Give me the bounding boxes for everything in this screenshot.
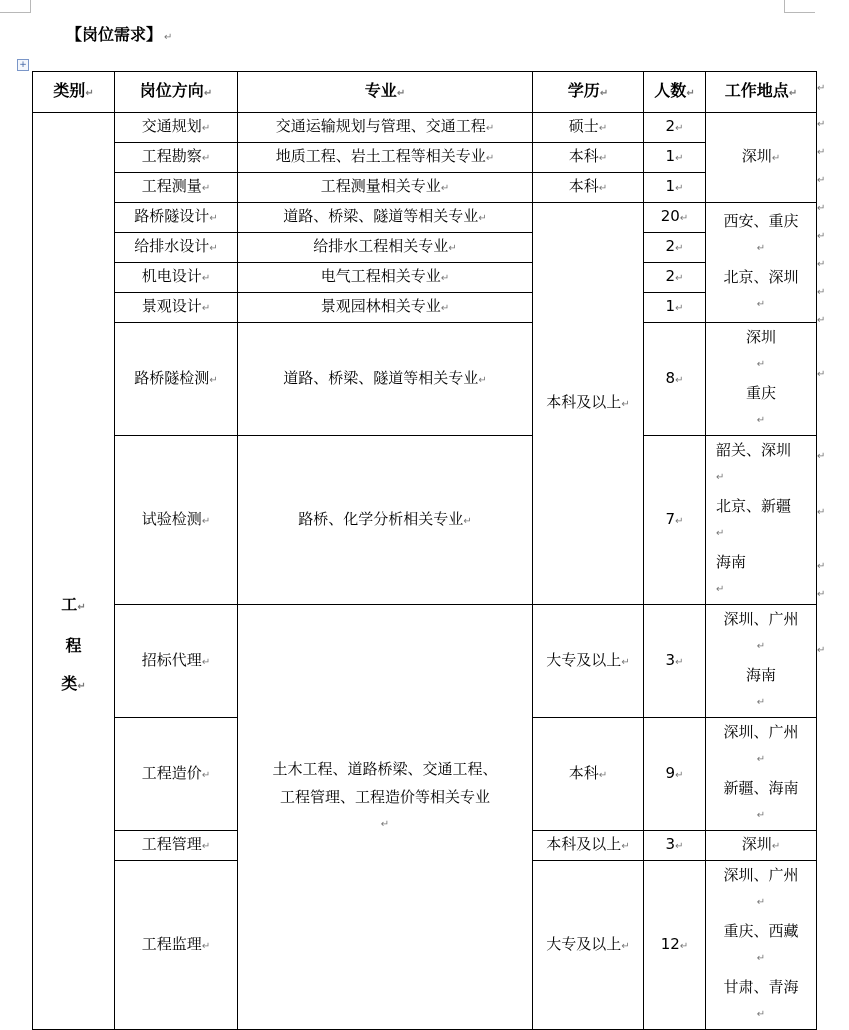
count-cell: 3↵ <box>644 831 706 861</box>
row-end-mark-icon: ↵ <box>817 507 826 518</box>
direction-cell: 工程管理↵ <box>115 831 238 861</box>
table-move-handle-icon[interactable]: + <box>17 59 29 71</box>
header-major: 专业↵ <box>238 72 533 113</box>
count-cell: 2↵ <box>644 113 706 143</box>
education-cell: 大专及以上↵ <box>533 605 644 718</box>
count-cell: 20↵ <box>644 203 706 233</box>
header-category: 类别↵ <box>33 72 115 113</box>
header-count: 人数↵ <box>644 72 706 113</box>
row-end-mark-icon: ↵ <box>817 451 826 462</box>
direction-cell: 工程测量↵ <box>115 173 238 203</box>
count-cell: 7↵ <box>644 436 706 605</box>
count-cell: 2↵ <box>644 233 706 263</box>
row-end-mark-icon: ↵ <box>817 147 826 158</box>
major-cell: 土木工程、道路桥梁、交通工程、 工程管理、工程造价等相关专业 ↵ <box>238 605 533 1030</box>
direction-cell: 工程勘察↵ <box>115 143 238 173</box>
location-cell: 深圳、广州 ↵ 重庆、西藏 ↵ 甘肃、青海 ↵ <box>706 861 817 1030</box>
table-header-row <box>33 72 817 113</box>
major-cell: 道路、桥梁、隧道等相关专业↵ <box>238 323 533 436</box>
major-cell: 地质工程、岩土工程等相关专业↵ <box>238 143 533 173</box>
row-end-mark-icon: ↵ <box>817 589 826 600</box>
direction-cell: 招标代理↵ <box>115 605 238 718</box>
table-row <box>33 233 817 263</box>
education-cell: 本科及以上↵ <box>533 203 644 605</box>
row-end-mark-icon: ↵ <box>817 287 826 298</box>
count-cell: 12↵ <box>644 861 706 1030</box>
direction-cell: 试验检测↵ <box>115 436 238 605</box>
major-cell: 给排水工程相关专业↵ <box>238 233 533 263</box>
row-end-mark-icon: ↵ <box>817 203 826 214</box>
count-cell: 8↵ <box>644 323 706 436</box>
row-end-mark-icon: ↵ <box>817 561 826 572</box>
count-cell: 1↵ <box>644 143 706 173</box>
header-education: 学历↵ <box>533 72 644 113</box>
major-cell: 交通运输规划与管理、交通工程↵ <box>238 113 533 143</box>
direction-cell: 交通规划↵ <box>115 113 238 143</box>
education-cell: 本科↵ <box>533 143 644 173</box>
page-corner-left <box>0 0 31 13</box>
count-cell: 2↵ <box>644 263 706 293</box>
direction-cell: 机电设计↵ <box>115 263 238 293</box>
category-cell <box>33 113 115 1030</box>
major-cell: 电气工程相关专业↵ <box>238 263 533 293</box>
table-row <box>33 143 817 173</box>
header-location: 工作地点↵ <box>706 72 817 113</box>
table-row <box>33 323 817 436</box>
header-direction: 岗位方向↵ <box>115 72 238 113</box>
education-cell: 硕士↵ <box>533 113 644 143</box>
direction-cell: 路桥隧检测↵ <box>115 323 238 436</box>
table-row <box>33 436 817 605</box>
paragraph-mark-icon: ↵ <box>164 32 173 43</box>
education-cell: 本科↵ <box>533 173 644 203</box>
job-requirements-table <box>32 71 817 1030</box>
direction-cell: 工程监理↵ <box>115 861 238 1030</box>
table-row <box>33 203 817 233</box>
table-row <box>33 113 817 143</box>
category-label: 工↵ 程 类↵ <box>61 595 86 693</box>
row-end-mark-icon: ↵ <box>817 175 826 186</box>
location-cell: 西安、重庆 ↵ 北京、深圳 ↵ <box>706 203 817 323</box>
table-row <box>33 263 817 293</box>
table-row <box>33 293 817 323</box>
education-cell: 本科及以上↵ <box>533 831 644 861</box>
direction-cell: 给排水设计↵ <box>115 233 238 263</box>
location-cell: 深圳 ↵ 重庆 ↵ <box>706 323 817 436</box>
count-cell: 3↵ <box>644 605 706 718</box>
major-cell: 路桥、化学分析相关专业↵ <box>238 436 533 605</box>
direction-cell: 工程造价↵ <box>115 718 238 831</box>
table-row <box>33 173 817 203</box>
location-cell: 深圳、广州 ↵ 海南 ↵ <box>706 605 817 718</box>
row-end-mark-icon: ↵ <box>817 119 826 130</box>
page-corner-right <box>784 0 815 13</box>
count-cell: 9↵ <box>644 718 706 831</box>
table-row <box>33 605 817 718</box>
row-end-mark-icon: ↵ <box>817 259 826 270</box>
education-cell: 本科↵ <box>533 718 644 831</box>
direction-cell: 路桥隧设计↵ <box>115 203 238 233</box>
row-end-mark-icon: ↵ <box>817 315 826 326</box>
row-end-mark-icon: ↵ <box>817 369 826 380</box>
location-cell: 韶关、深圳 ↵ 北京、新疆 ↵ 海南 ↵ <box>706 436 817 605</box>
major-cell: 道路、桥梁、隧道等相关专业↵ <box>238 203 533 233</box>
row-end-mark-icon: ↵ <box>817 83 826 94</box>
direction-cell: 景观设计↵ <box>115 293 238 323</box>
location-cell: 深圳、广州 ↵ 新疆、海南 ↵ <box>706 718 817 831</box>
count-cell: 1↵ <box>644 173 706 203</box>
count-cell: 1↵ <box>644 293 706 323</box>
major-cell: 工程测量相关专业↵ <box>238 173 533 203</box>
location-cell: 深圳↵ <box>706 831 817 861</box>
education-cell: 大专及以上↵ <box>533 861 644 1030</box>
major-cell: 景观园林相关专业↵ <box>238 293 533 323</box>
location-cell: 深圳↵ <box>706 113 817 203</box>
section-title: 【岗位需求】 ↵ <box>66 25 173 44</box>
row-end-mark-icon: ↵ <box>817 231 826 242</box>
row-end-mark-icon: ↵ <box>817 645 826 656</box>
